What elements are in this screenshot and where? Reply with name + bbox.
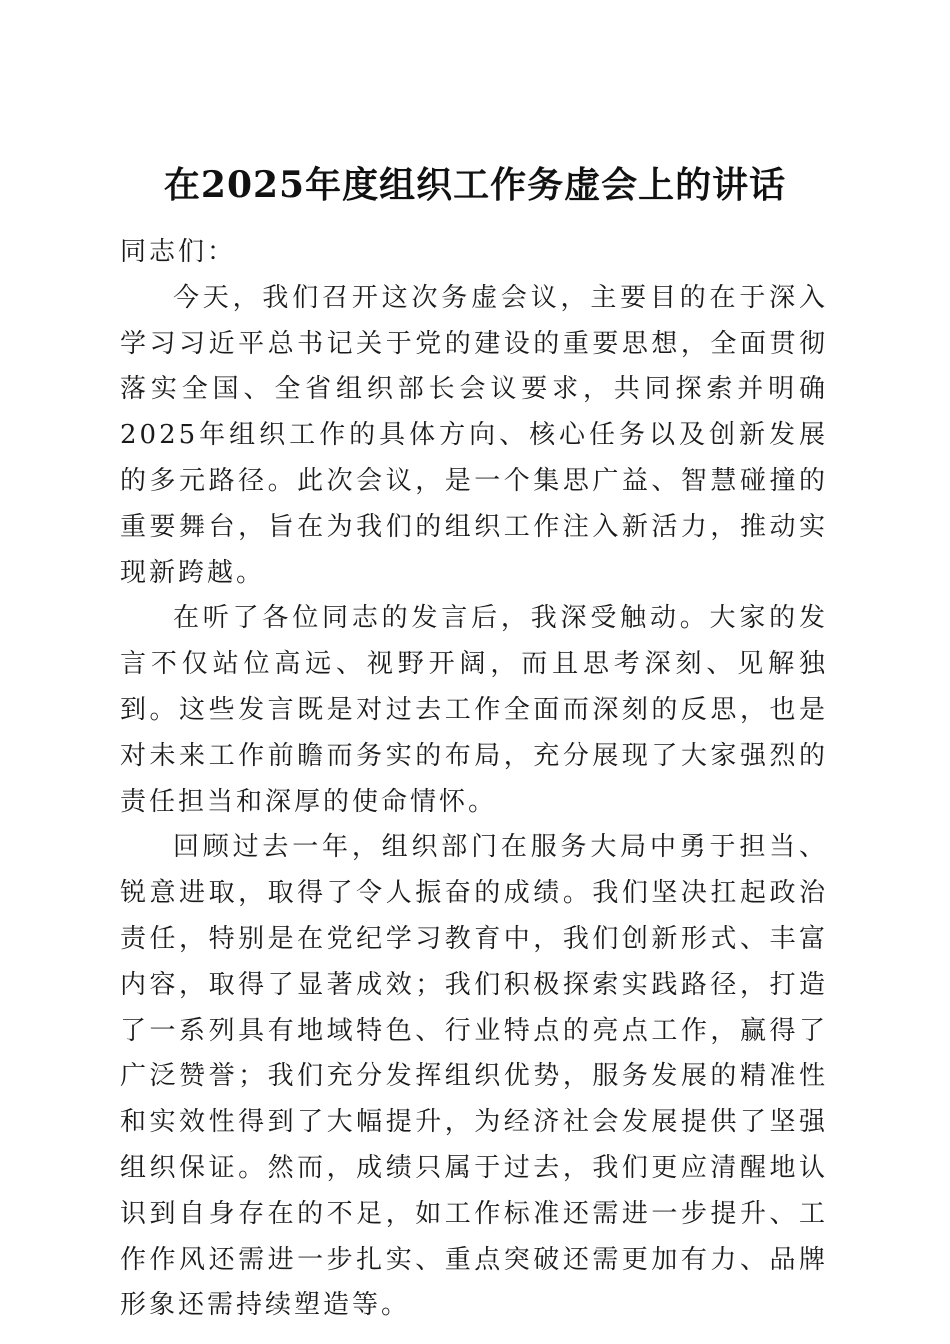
- document-body: [120, 230, 828, 1329]
- paragraph-3: 回顾过去一年，组织部门在服务大局中勇于担当、锐意进取，取得了令人振奋的成绩。我们坚决扛起政治责任，特别是在党纪学习教育中，我们创新形式、丰富内容，取得了显著成效；我们积极探索实践路径，打造了一系列具有地域特色、行业特点的亮点工作，赢得了广泛赞誉；我们充分发挥组织优势，服务发展的精准性和实效性得到了大幅提升，为经济社会发展提供了坚强组织保证。然而，成绩只属于过去，我们更应清醒地认识到自身存在的不足，如工作标准还需进一步提升、工作作风还需进一步扎实、重点突破还需更加有力、品牌形象还需持续塑造等。: [120, 832, 828, 1321]
- paragraph-1: 今天，我们召开这次务虚会议，主要目的在于深入学习习近平总书记关于党的建设的重要思想，全面贯彻落实全国、全省组织部长会议要求，共同探索并明确2025年组织工作的具体方向、核心任务以及创新发展的多元路径。此次会议，是一个集思广益、智慧碰撞的重要舞台，旨在为我们的组织工作注入新活力，推动实现新跨越。: [120, 282, 828, 588]
- document-title: 在2025年度组织工作务虚会上的讲话: [163, 164, 787, 207]
- paragraph-2: 在听了各位同志的发言后，我深受触动。大家的发言不仅站位高远、视野开阔，而且思考深刻、见解独到。这些发言既是对过去工作全面而深刻的反思，也是对未来工作前瞻而务实的布局，充分展现了大家强烈的责任担当和深厚的使命情怀。: [120, 603, 828, 817]
- salutation: 同志们：: [120, 237, 237, 267]
